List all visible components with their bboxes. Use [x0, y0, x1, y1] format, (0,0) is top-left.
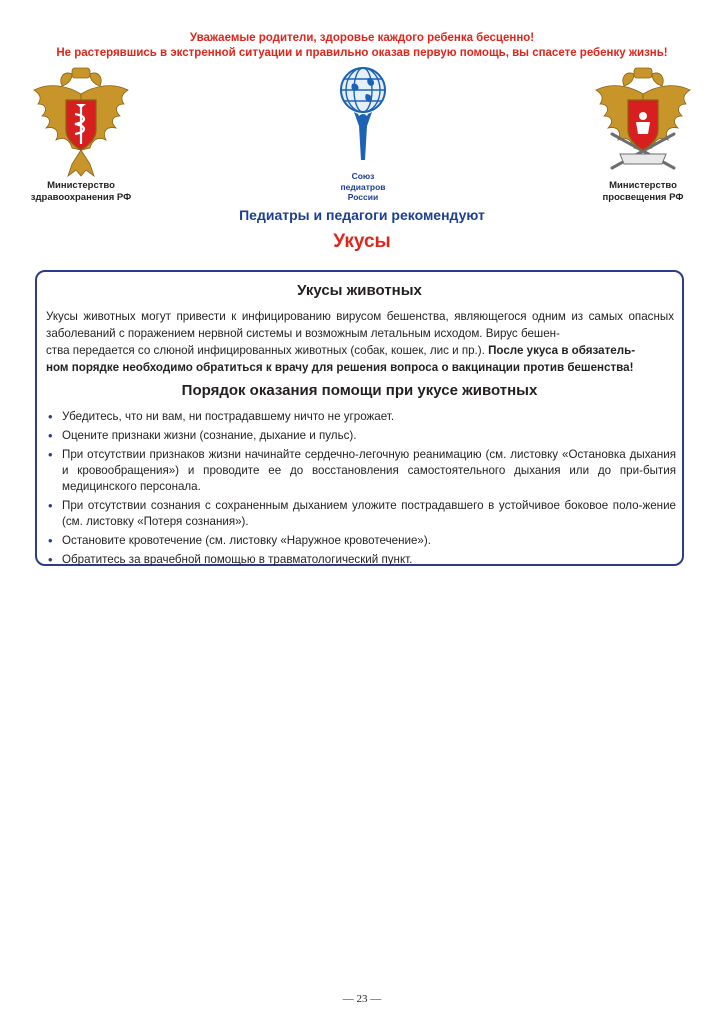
list-item: [46, 552, 676, 568]
warning-line-2: Не растерявшись в экстренной ситуации и правильно оказав первую помощь, вы спасете ребенку жизнь!: [56, 47, 668, 59]
pediatricians-union-caption: [318, 171, 408, 203]
warning-line-1: Уважаемые родители, здоровье каждого ребенка бесценно!: [189, 32, 535, 44]
bullet-icon: •: [48, 498, 53, 513]
bullet-icon: •: [48, 409, 53, 424]
bullet-icon: •: [48, 552, 53, 567]
step-text: Обратитесь за врачебной помощью в травматологический пункт.: [62, 553, 413, 566]
health-ministry-emblem-icon: [28, 64, 134, 180]
list-item: [46, 498, 676, 530]
steps-list: [46, 409, 676, 571]
paragraph-text-1: Укусы животных могут привести к инфицированию вирусом бешенства, являющегося одним из самых опасных заболеваний с поражением нервной системы и возможным летальным исходом. Вирус бешен-: [46, 310, 674, 340]
page-number: — 23 —: [342, 993, 382, 1005]
box-heading: Укусы животных: [297, 282, 422, 299]
pediatricians-union-caption-text: Союз педиатров России: [340, 171, 386, 202]
list-item: [46, 409, 676, 425]
health-ministry-caption: [22, 180, 140, 204]
step-text: При отсутствии сознания с сохраненным дыханием уложите пострадавшего в устойчивое боковое поло-жение (см. листовку «Потеря сознания»).: [62, 499, 676, 528]
education-ministry-caption-text: Министерство просвещения РФ: [602, 180, 684, 203]
list-item: [46, 533, 676, 549]
bullet-icon: •: [48, 533, 53, 548]
paragraph-bold-1: После укуса в обязатель-: [488, 344, 636, 357]
recommend-heading: Педиатры и педагоги рекомендуют: [239, 207, 485, 223]
education-ministry-emblem-icon: [590, 64, 696, 180]
bullet-icon: •: [48, 428, 53, 443]
page-title: Укусы: [333, 231, 391, 252]
paragraph-text-2: ства передается со слюной инфицированных животных (собак, кошек, лис и пр.).: [46, 344, 489, 357]
intro-paragraph: [46, 308, 674, 376]
paragraph-bold-2: ном порядке необходимо обратиться к врачу для решения вопроса о вакцинации против бешенства!: [46, 361, 634, 374]
procedure-heading: Порядок оказания помощи при укусе животных: [181, 382, 538, 399]
step-text: Остановите кровотечение (см. листовку «Наружное кровотечение»).: [62, 534, 431, 547]
step-text: При отсутствии признаков жизни начинайте сердечно-легочную реанимацию (см. листовку «Остановка дыхания и кровообращения») и проводите ее до восстановления самостоятельного дыхания или до при-бытия медицинского персонала.: [62, 448, 676, 493]
list-item: [46, 447, 676, 495]
info-box: [35, 270, 684, 566]
list-item: [46, 428, 676, 444]
step-text: Убедитесь, что ни вам, ни пострадавшему ничто не угрожает.: [62, 410, 395, 423]
education-ministry-caption: [584, 180, 702, 204]
step-text: Оцените признаки жизни (сознание, дыхание и пульс).: [62, 429, 357, 442]
pediatricians-union-logo-icon: [330, 64, 396, 172]
bullet-icon: •: [48, 447, 53, 462]
health-ministry-caption-text: Министерство здравоохранения РФ: [30, 180, 132, 203]
